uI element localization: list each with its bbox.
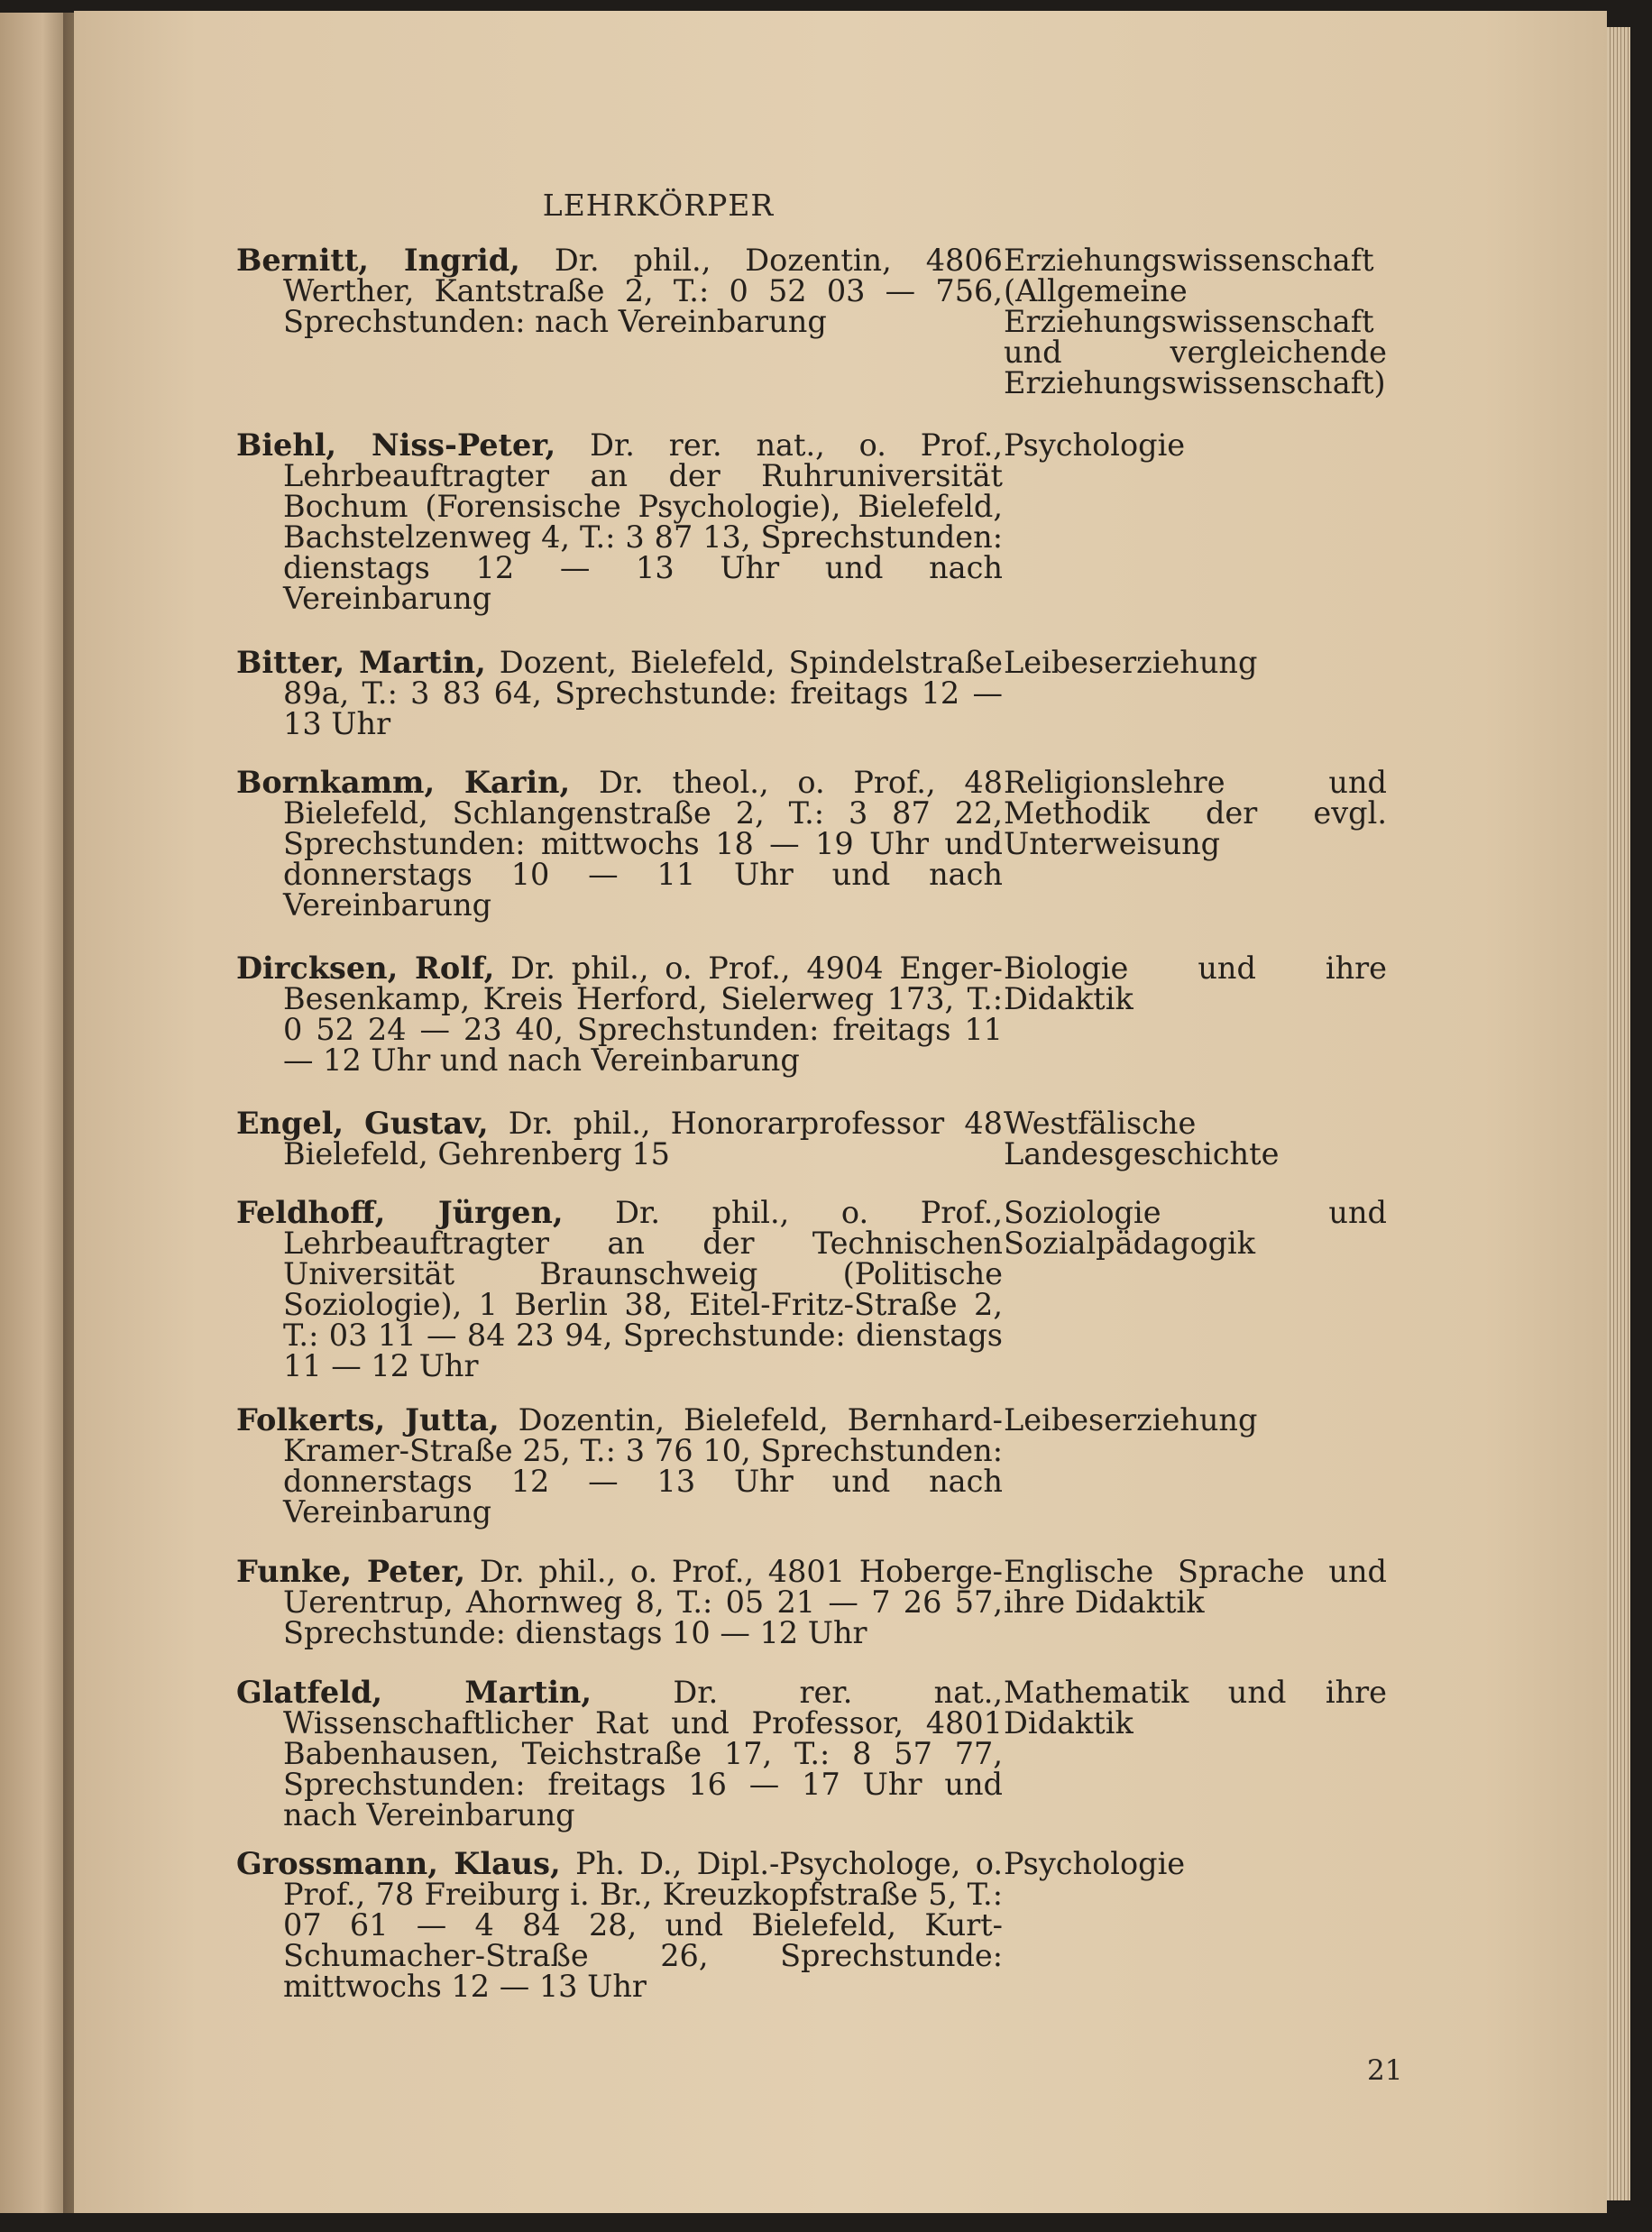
entry-info [236, 767, 1003, 921]
entry-details: Dr. phil., Dozentin, 4806 Werther, Kantstraße 2, T.: 0 52 03 — 756, Sprechstunden: nach Vereinbarung [283, 243, 1003, 339]
entry-details: Dr. rer. nat., o. Prof., Lehrbeauftragter an der Ruhruniversität Bochum (Forensische Psychologie), Bielefeld, Bachstelzenweg 4, T.: 3 87 13, Sprechstunden: dienstags 12 — 13 Uhr und nach Vereinbarung [283, 427, 1003, 616]
entry-info [236, 645, 1003, 741]
entry-info [236, 1677, 1003, 1831]
entry-name: Engel, Gustav, [236, 1106, 489, 1141]
entry-name: Biehl, Niss-Peter, [236, 427, 556, 463]
entry-info [236, 427, 1003, 616]
entry-details: Dr. phil., o. Prof., Lehrbeauftragter an der Technischen Universität Braunschweig (Politische Soziologie), 1 Berlin 38, Eitel-Fritz-Straße 2, T.: 03 11 — 84 23 94, Sprechstunde: dienstags 11 — 12 Uhr [283, 1195, 1003, 1383]
entry-details: Dozent, Bielefeld, Spindelstraße 89a, T.: 3 83 64, Sprechstunde: freitags 12 — 13 Uhr [283, 645, 1003, 741]
entry-details: Dr. phil., o. Prof., 4904 Enger-Besenkamp, Kreis Herford, Sielerweg 173, T.: 0 52 24 — 23 40, Sprechstunden: freitags 11 — 12 Uhr und nach Vereinbarung [283, 951, 1004, 1078]
entry-subject: Psychologie [1004, 427, 1186, 463]
page-stack-edge [1607, 27, 1630, 2200]
entry-info [236, 953, 1003, 1076]
page-header: LEHRKÖRPER [542, 188, 775, 223]
entry-info [236, 1846, 1003, 2004]
entry-subject: Psychologie [1004, 1846, 1186, 1881]
entry-subject: Englische Sprache und ihre Didaktik [1004, 1554, 1387, 1620]
entry-name: Bornkamm, Karin, [236, 765, 571, 800]
entry-name: Bitter, Martin, [236, 645, 486, 680]
entry-details: Dr. rer. nat., Wissenschaftlicher Rat und Professor, 4801 Babenhausen, Teichstraße 17, T.: 8 57 77, Sprechstunden: freitags 16 — 17 Uhr und nach Vereinbarung [283, 1675, 1003, 1832]
entry-subject: Religionslehre und Methodik der evgl. Unterweisung [1004, 765, 1387, 861]
entry-name: Grossmann, Klaus, [236, 1846, 561, 1881]
page-number: 21 [1367, 2054, 1403, 2087]
entry-name: Funke, Peter, [236, 1554, 466, 1589]
entry-info [236, 1195, 1003, 1383]
entry-details: Dr. phil., Honorarprofessor 48 Bielefeld, Gehrenberg 15 [283, 1106, 1003, 1171]
entry-subject: Westfälische Landesgeschichte [1004, 1106, 1280, 1171]
entry-name: Folkerts, Jutta, [236, 1402, 500, 1437]
entry-name: Feldhoff, Jürgen, [236, 1195, 564, 1230]
entry-details: Dr. theol., o. Prof., 48 Bielefeld, Schlangenstraße 2, T.: 3 87 22, Sprechstunden: mittwochs 18 — 19 Uhr und donnerstags 10 — 11 Uhr und nach Vereinbarung [283, 765, 1003, 923]
entry-details: Dozentin, Bielefeld, Bernhard-Kramer-Straße 25, T.: 3 76 10, Sprechstunden: donnerstags 12 — 13 Uhr und nach Vereinbarung [283, 1402, 1003, 1529]
entry-details: Ph. D., Dipl.-Psychologe, o. Prof., 78 Freiburg i. Br., Kreuzkopfstraße 5, T.: 07 61 — 4 84 28, und Bielefeld, Kurt-Schumacher-Straße 26, Sprechstunde: mittwochs 12 — 13 Uhr [283, 1846, 1003, 2004]
entry-name: Glatfeld, Martin, [236, 1675, 592, 1710]
entry-subject: Soziologie und Sozialpädagogik [1004, 1195, 1387, 1261]
entry-subject: Mathematik und ihre Didaktik [1004, 1675, 1387, 1741]
entry-name: Dircksen, Rolf, [236, 951, 495, 986]
entry-info [236, 1402, 1003, 1529]
entry-subject: Leibeserziehung [1004, 645, 1258, 680]
entry-info [236, 1554, 1004, 1650]
entry-subject: Erziehungswissenschaft (Allgemeine Erziehungswissenschaft und vergleichende Erziehungswissenschaft) [1004, 243, 1387, 400]
entry-subject: Biologie und ihre Didaktik [1004, 951, 1387, 1016]
entry-details: Dr. phil., o. Prof., 4801 Hoberge-Uerentrup, Ahornweg 8, T.: 05 21 — 7 26 57, Sprechstunde: dienstags 10 — 12 Uhr [283, 1554, 1004, 1650]
entry-info [236, 245, 1003, 337]
entry-name: Bernitt, Ingrid, [236, 243, 520, 278]
entry-info [236, 1108, 1003, 1170]
entry-subject: Leibeserziehung [1004, 1402, 1258, 1437]
